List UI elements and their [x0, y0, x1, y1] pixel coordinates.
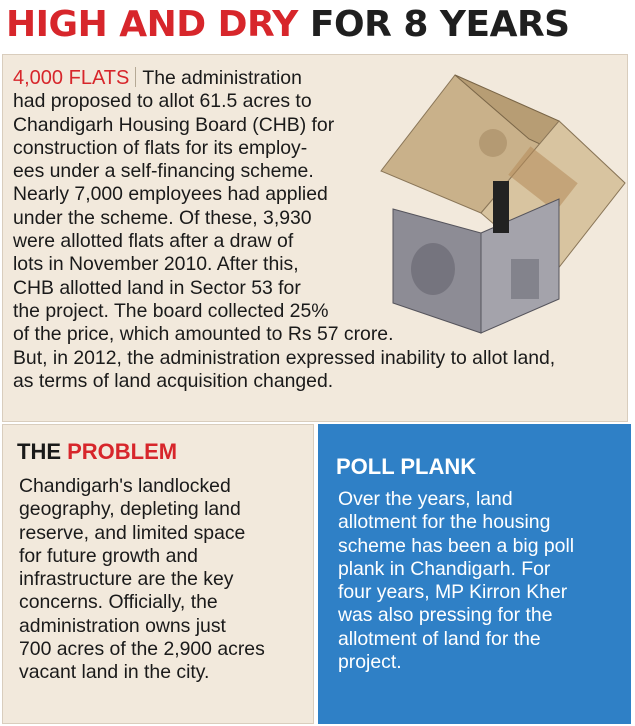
problem-line: geography, depleting land: [19, 498, 241, 521]
intro-line: lots in November 2010. After this,: [13, 253, 299, 276]
problem-line: for future growth and: [19, 544, 198, 567]
problem-line: administration owns just: [19, 614, 226, 637]
intro-line: construction of flats for its employ-: [13, 136, 308, 159]
poll-line: allotment of land for the: [338, 627, 541, 650]
intro-line: were allotted flats after a draw of: [13, 230, 294, 253]
poll-plank-box: [318, 424, 631, 724]
poll-line: scheme has been a big poll: [338, 534, 575, 557]
intro-line: under the scheme. Of these, 3,930: [13, 206, 312, 229]
headline-part2: FOR 8 YEARS: [309, 4, 570, 45]
problem-line: infrastructure are the key: [19, 568, 234, 591]
poll-line: project.: [338, 651, 402, 674]
intro-text: [13, 67, 613, 393]
headline-part1: HIGH AND DRY: [6, 4, 298, 45]
problem-title-part2: PROBLEM: [67, 439, 178, 464]
poll-line: Over the years, land: [338, 488, 513, 510]
problem-line: vacant land in the city.: [19, 661, 210, 684]
poll-line: plank in Chandigarh. For: [338, 557, 551, 580]
intro-line: the project. The board collected 25%: [13, 299, 329, 322]
kicker-divider: [135, 67, 136, 87]
poll-line: allotment for the housing: [338, 511, 551, 534]
problem-box: [2, 424, 314, 724]
headline: [6, 2, 626, 48]
poll-text: [338, 488, 622, 674]
intro-line: ees under a self-financing scheme.: [13, 160, 314, 183]
intro-kicker: 4,000 FLATS: [13, 67, 130, 89]
intro-line: as terms of land acquisition changed.: [13, 369, 334, 392]
poll-line: was also pressing for the: [338, 604, 553, 627]
intro-line: CHB allotted land in Sector 53 for: [13, 276, 301, 299]
problem-title-part1: THE: [17, 439, 61, 464]
intro-line: The administration: [142, 67, 302, 89]
intro-line-1: [13, 67, 613, 90]
problem-line: Chandigarh's landlocked: [19, 475, 231, 497]
intro-box: [2, 54, 628, 422]
problem-line: 700 acres of the 2,900 acres: [19, 638, 265, 661]
problem-title: [17, 439, 177, 465]
problem-text: [19, 475, 309, 685]
poll-line: four years, MP Kirron Kher: [338, 581, 568, 604]
intro-line: of the price, which amounted to Rs 57 crore.: [13, 323, 394, 346]
poll-title: POLL PLANK: [336, 454, 477, 479]
intro-line: Chandigarh Housing Board (CHB) for: [13, 113, 335, 136]
intro-line: had proposed to allot 61.5 acres to: [13, 90, 312, 113]
problem-line: concerns. Officially, the: [19, 591, 218, 614]
problem-line: reserve, and limited space: [19, 521, 246, 544]
intro-line: But, in 2012, the administration expressed inability to allot land,: [13, 346, 556, 369]
intro-line: Nearly 7,000 employees had applied: [13, 183, 328, 206]
